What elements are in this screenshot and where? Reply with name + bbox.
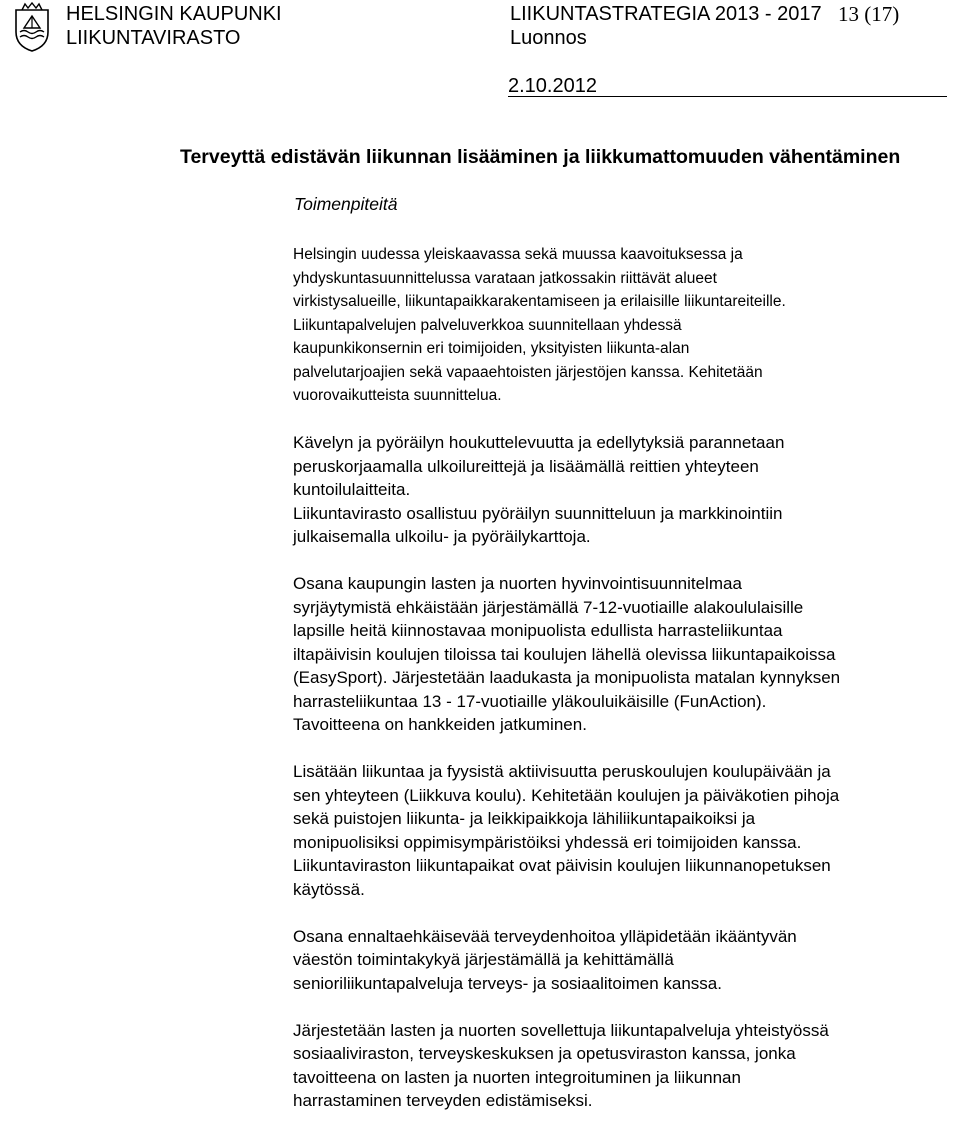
paragraph-line: harrastaminen terveyden edistämiseksi. bbox=[293, 1091, 593, 1110]
paragraph-line: Liikuntavirasto osallistuu pyöräilyn suunnitteluun ja markkinointiin bbox=[293, 503, 783, 523]
paragraph-line: Liikuntapalvelujen palveluverkkoa suunnitellaan yhdessä bbox=[293, 316, 682, 334]
header-rule bbox=[508, 96, 947, 97]
paragraph-line: peruskorjaamalla ulkoilureittejä ja lisäämällä reittien yhteyteen bbox=[293, 456, 759, 476]
paragraph bbox=[293, 925, 953, 996]
paragraph bbox=[293, 572, 953, 737]
paragraph-line: senioriliikuntapalveluja terveys- ja sosiaalitoimen kanssa. bbox=[293, 973, 722, 993]
document-title: LIIKUNTASTRATEGIA 2013 - 2017 bbox=[510, 3, 822, 25]
document-status: Luonnos bbox=[510, 27, 587, 49]
paragraph-line: sen yhteyteen (Liikkuva koulu). Kehitetään koulujen ja päiväkotien pihoja bbox=[293, 785, 840, 805]
paragraph-line: väestön toimintakykyä järjestämällä ja kehittämällä bbox=[293, 950, 674, 969]
section-title: Terveyttä edistävän liikunnan lisääminen ja liikkumattomuuden vähentäminen bbox=[180, 146, 901, 168]
paragraph-line: käytössä. bbox=[293, 879, 365, 899]
paragraph-line: virkistysalueille, liikuntapaikkarakentamiseen ja erilaisille liikuntareiteille. bbox=[293, 293, 786, 310]
paragraph-line: Liikuntaviraston liikuntapaikat ovat päivisin koulujen liikunnanopetuksen bbox=[293, 856, 831, 875]
paragraph-line: yhdyskuntasuunnittelussa varataan jatkossakin riittävät alueet bbox=[293, 269, 717, 287]
paragraph-line: vuorovaikutteista suunnittelua. bbox=[293, 387, 502, 404]
paragraph-line: Tavoitteena on hankkeiden jatkuminen. bbox=[293, 715, 587, 734]
paragraph-line: Järjestetään lasten ja nuorten sovellettuja liikuntapalveluja yhteistyössä bbox=[293, 1020, 829, 1040]
paragraph-line: sosiaaliviraston, terveyskeskuksen ja opetusviraston kanssa, jonka bbox=[293, 1044, 796, 1063]
paragraph-line: Osana ennaltaehkäisevää terveydenhoitoa ylläpidetään ikääntyvän bbox=[293, 926, 797, 946]
paragraph-line: Kävelyn ja pyöräilyn houkuttelevuutta ja edellytyksiä parannetaan bbox=[293, 433, 785, 452]
paragraph-line: Helsingin uudessa yleiskaavassa sekä muussa kaavoituksessa ja bbox=[293, 246, 743, 263]
paragraph-line: syrjäytymistä ehkäistään järjestämällä 7-12-vuotiaille alakoululaisille bbox=[293, 597, 804, 617]
section-subheading: Toimenpiteitä bbox=[294, 194, 398, 214]
paragraph bbox=[293, 760, 953, 901]
section-body bbox=[293, 243, 953, 1113]
page-number: 13 (17) bbox=[838, 2, 900, 26]
paragraph-line: Lisätään liikuntaa ja fyysistä aktiivisuutta peruskoulujen koulupäivään ja bbox=[293, 762, 831, 781]
paragraph-line: tavoitteena on lasten ja nuorten integroituminen ja liikunnan bbox=[293, 1067, 741, 1087]
document-date: 2.10.2012 bbox=[508, 75, 597, 97]
paragraph-line: monipuolisiksi oppimisympäristöiksi yhdessä eri toimijoiden kanssa. bbox=[293, 832, 802, 852]
city-crest-icon bbox=[14, 2, 50, 52]
paragraph-line: sekä puistojen liikunta- ja leikkipaikkoja lähiliikuntapaikoiksi ja bbox=[293, 809, 756, 828]
paragraph bbox=[293, 243, 953, 408]
paragraph bbox=[293, 1019, 953, 1113]
paragraph-line: palvelutarjoajien sekä vapaaehtoisten järjestöjen kanssa. Kehitetään bbox=[293, 363, 763, 381]
paragraph-line: iltapäivisin koulujen tiloissa tai koulujen lähellä olevissa liikuntapaikoissa bbox=[293, 644, 836, 664]
paragraph bbox=[293, 431, 953, 549]
paragraph-line: kuntoilulaitteita. bbox=[293, 480, 411, 499]
paragraph-line: julkaisemalla ulkoilu- ja pyöräilykarttoja. bbox=[293, 527, 591, 546]
department-name: LIIKUNTAVIRASTO bbox=[66, 27, 241, 49]
paragraph-line: (EasySport). Järjestetään laadukasta ja monipuolista matalan kynnyksen bbox=[293, 668, 841, 687]
paragraph-line: harrasteliikuntaa 13 - 17-vuotiaille yläkouluikäisille (FunAction). bbox=[293, 691, 767, 711]
organization-name: HELSINGIN KAUPUNKI bbox=[66, 3, 282, 25]
paragraph-line: kaupunkikonsernin eri toimijoiden, yksityisten liikunta-alan bbox=[293, 340, 690, 357]
paragraph-line: Osana kaupungin lasten ja nuorten hyvinvointisuunnitelmaa bbox=[293, 574, 742, 593]
paragraph-line: lapsille heitä kiinnostavaa monipuolista edullista harrasteliikuntaa bbox=[293, 621, 783, 640]
